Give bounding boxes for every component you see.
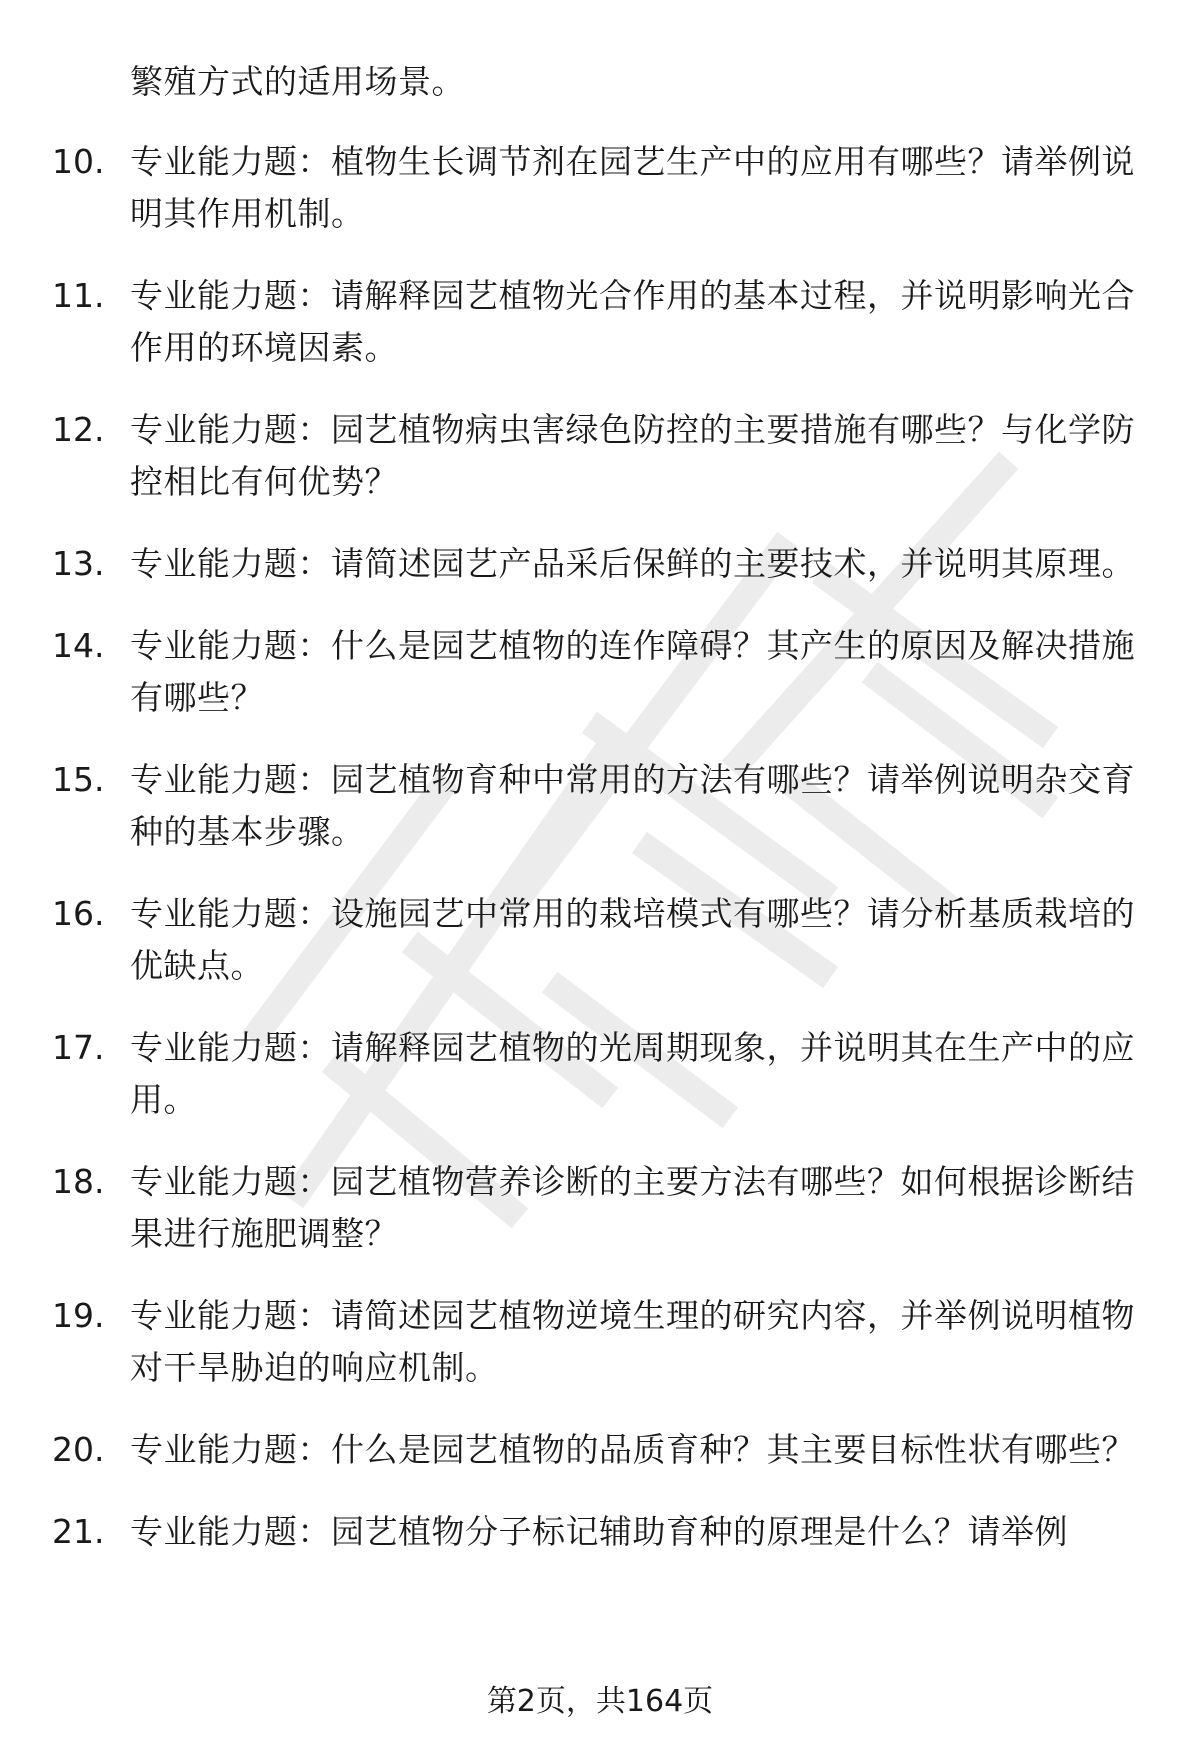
question-text: 专业能力题：什么是园艺植物的连作障碍？其产生的原因及解决措施有哪些？ — [130, 626, 1135, 717]
question-item — [0, 888, 1140, 992]
question-item — [0, 404, 1140, 508]
page-footer: 第2页，共164页 — [486, 1684, 714, 1719]
question-item — [0, 754, 1140, 858]
question-text: 专业能力题：园艺植物育种中常用的方法有哪些？请举例说明杂交育种的基本步骤。 — [130, 760, 1135, 851]
question-text: 专业能力题：园艺植物营养诊断的主要方法有哪些？如何根据诊断结果进行施肥调整？ — [130, 1162, 1135, 1253]
question-item — [0, 1156, 1140, 1260]
question-item — [0, 538, 1140, 590]
question-text: 专业能力题：请简述园艺产品采后保鲜的主要技术，并说明其原理。 — [130, 544, 1135, 583]
question-number: 20. — [52, 1430, 105, 1469]
question-number: 17. — [52, 1028, 105, 1067]
question-item — [0, 136, 1140, 240]
question-number: 14. — [52, 626, 105, 665]
question-number: 12. — [52, 410, 105, 449]
question-number: 11. — [52, 276, 105, 315]
question-text: 专业能力题：园艺植物病虫害绿色防控的主要措施有哪些？与化学防控相比有何优势？ — [130, 410, 1135, 501]
question-text: 专业能力题：设施园艺中常用的栽培模式有哪些？请分析基质栽培的优缺点。 — [130, 894, 1135, 985]
question-text: 专业能力题：请解释园艺植物光合作用的基本过程，并说明影响光合作用的环境因素。 — [130, 276, 1135, 367]
question-number: 15. — [52, 760, 105, 799]
question-list — [0, 136, 1200, 1588]
question-number: 13. — [52, 544, 105, 583]
question-number: 18. — [52, 1162, 105, 1201]
question-text: 专业能力题：植物生长调节剂在园艺生产中的应用有哪些？请举例说明其作用机制。 — [130, 142, 1135, 233]
question-number: 16. — [52, 894, 105, 933]
question-text: 专业能力题：什么是园艺植物的品质育种？其主要目标性状有哪些？ — [130, 1430, 1135, 1469]
continued-text: 繁殖方式的适用场景。 — [130, 62, 465, 101]
question-number: 19. — [52, 1296, 105, 1335]
question-item — [0, 1424, 1140, 1476]
question-text: 专业能力题：园艺植物分子标记辅助育种的原理是什么？请举例 — [130, 1512, 1068, 1551]
question-item — [0, 1290, 1140, 1394]
question-item — [0, 1022, 1140, 1126]
question-number: 21. — [52, 1512, 105, 1551]
question-text: 专业能力题：请简述园艺植物逆境生理的研究内容，并举例说明植物对干旱胁迫的响应机制。 — [130, 1296, 1135, 1387]
question-text: 专业能力题：请解释园艺植物的光周期现象，并说明其在生产中的应用。 — [130, 1028, 1135, 1119]
question-item — [0, 620, 1140, 724]
question-item — [0, 1506, 1140, 1558]
question-item — [0, 270, 1140, 374]
question-number: 10. — [52, 142, 105, 181]
